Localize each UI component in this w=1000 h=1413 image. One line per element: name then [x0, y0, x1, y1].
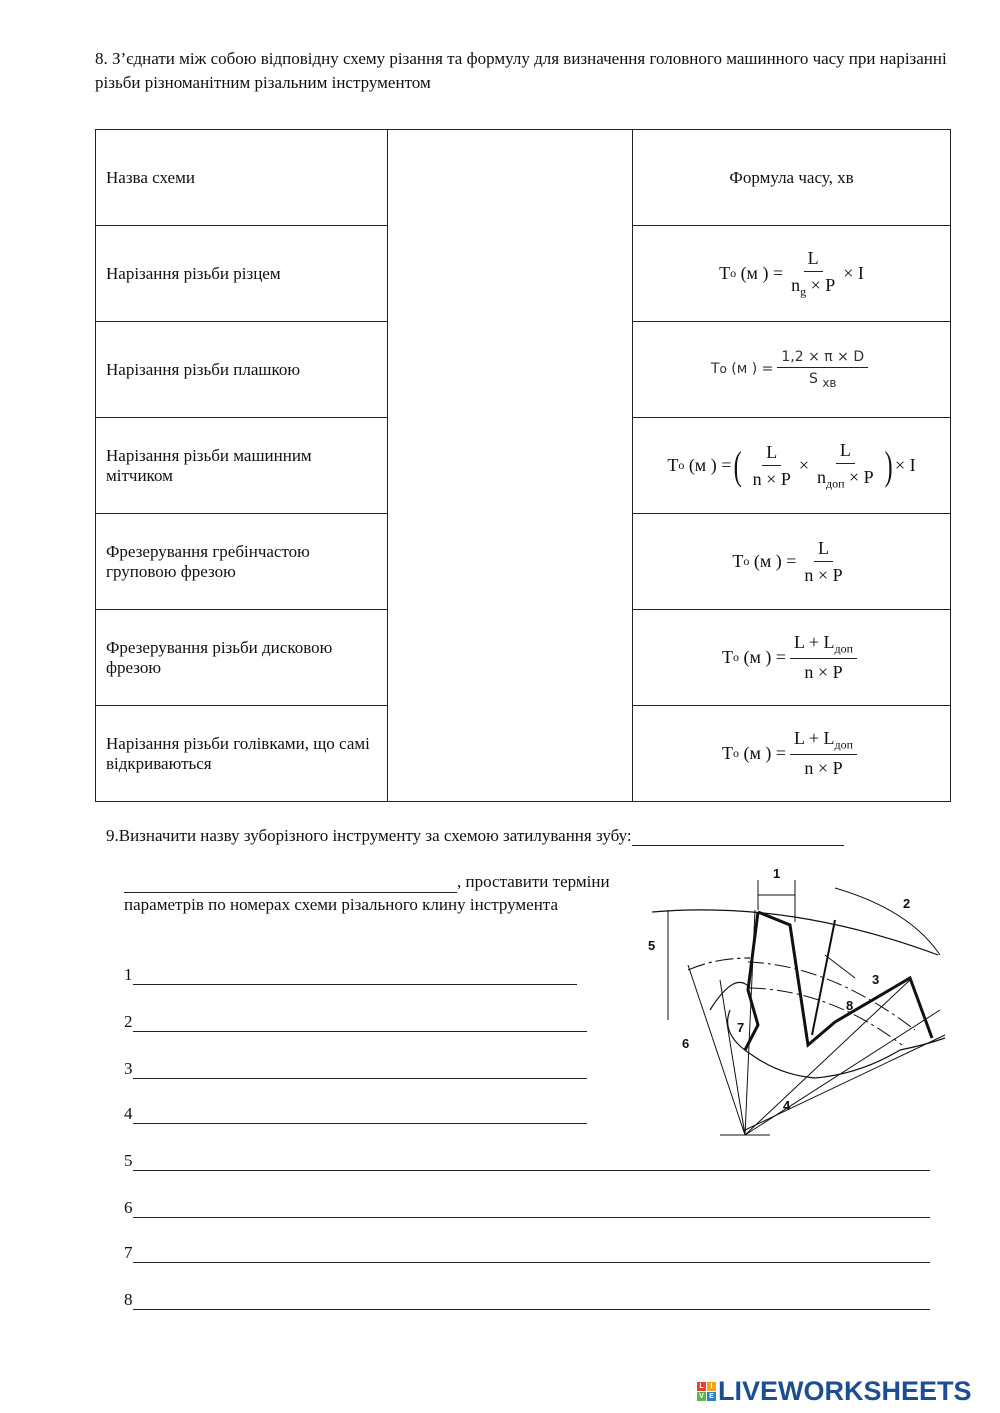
line-number: 6 [124, 1198, 133, 1217]
label-1: 1 [773, 866, 781, 881]
label-4: 4 [783, 1098, 791, 1113]
answer-line-6[interactable] [124, 1198, 930, 1218]
formula-6: T o (м ) = $\frac{L + L_{доп}}{n \times P}$ [722, 728, 861, 780]
dim-3 [825, 955, 855, 978]
matching-table [95, 129, 951, 802]
formula-cell[interactable] [633, 322, 951, 418]
answer-line-8[interactable] [124, 1290, 930, 1310]
logo-mark-v: V [697, 1392, 706, 1401]
line-number: 3 [124, 1059, 133, 1078]
answer-blank[interactable] [133, 1060, 587, 1079]
answer-blank[interactable] [133, 1105, 587, 1124]
line-number: 8 [124, 1290, 133, 1309]
label-8: 8 [846, 998, 854, 1013]
answer-blank[interactable] [133, 1013, 587, 1032]
label-5: 5 [648, 938, 656, 953]
scheme-name-cell[interactable]: Нарізання різьби машинним мітчиком [96, 418, 388, 514]
line-number: 2 [124, 1012, 133, 1031]
liveworksheets-logo [697, 1376, 972, 1407]
question-8-text: 8. З’єднати між собою відповідну схему різання та формулу для визначення головного машинного часу при нарізанні різьби різноманітним різальним інструментом [95, 49, 947, 92]
scheme-name-cell[interactable]: Нарізання різьби плашкою [96, 322, 388, 418]
dim-2 [835, 888, 940, 955]
scheme-name-cell[interactable]: Фрезерування гребінчастою груповою фрезою [96, 514, 388, 610]
logo-text: LIVEWORKSHEETS [718, 1376, 972, 1406]
answer-blank[interactable] [133, 966, 577, 985]
formula-3: T o (м ) = ( $\frac{L}{n \times P}$ × $\frac{L}{n_{доп} \times P}$ ) × I [667, 439, 916, 491]
label-3: 3 [872, 972, 880, 987]
tool-name-blank-cont[interactable] [124, 876, 457, 893]
question-9-continuation [124, 870, 624, 916]
line-number: 4 [124, 1104, 133, 1123]
formula-1: T o (м ) = $\frac{L}{n_g \times P}$ × I [719, 247, 864, 299]
dashdot-arc-1 [748, 962, 915, 1030]
gullet [710, 982, 750, 1010]
question-9-text [106, 826, 844, 846]
dim-4 [745, 1035, 945, 1130]
formula-cell[interactable] [633, 610, 951, 706]
rake-face [812, 920, 835, 1035]
label-2: 2 [903, 896, 911, 911]
answer-blank[interactable] [133, 1244, 930, 1263]
logo-mark-l: L [697, 1382, 706, 1391]
line-number: 1 [124, 965, 133, 984]
table-header-row [96, 130, 951, 226]
line-number: 5 [124, 1151, 133, 1170]
answer-line-7[interactable] [124, 1243, 930, 1263]
answer-line-5[interactable] [124, 1151, 930, 1171]
formula-cell[interactable] [633, 418, 951, 514]
logo-mark-i: I [707, 1382, 716, 1391]
scheme-name-cell[interactable]: Нарізання різьби голівками, що самі відкриваються [96, 706, 388, 802]
formula-cell[interactable] [633, 514, 951, 610]
formula-4: T o (м ) = $\frac{L}{n \times P}$ [732, 537, 843, 585]
logo-mark-icon [697, 1382, 716, 1401]
answer-line-3[interactable] [124, 1059, 587, 1079]
question-9-label: 9.Визначити назву зуборізного інструменту за схемою затилування зубу: [106, 826, 632, 845]
question-9-cont-text: , проставити терміни параметрів по номерах схеми різального клину інструмента [124, 872, 610, 914]
cutting-wedge-diagram [640, 860, 970, 1145]
back-curve [688, 958, 750, 970]
answer-blank[interactable] [133, 1152, 930, 1171]
formula-5: T o (м ) = $\frac{L + L_{доп}}{n \times P}$ [722, 632, 861, 684]
line-number: 7 [124, 1243, 133, 1262]
answer-line-4[interactable] [124, 1104, 587, 1124]
formula-cell[interactable] [633, 226, 951, 322]
header-scheme-name: Назва схеми [96, 130, 388, 226]
tool-name-blank[interactable] [632, 829, 844, 846]
scheme-name-cell[interactable]: Нарізання різьби різцем [96, 226, 388, 322]
scheme-name-cell[interactable]: Фрезерування різьби дисковою фрезою [96, 610, 388, 706]
answer-blank[interactable] [133, 1291, 930, 1310]
answer-line-1[interactable] [124, 965, 577, 985]
formula-cell[interactable] [633, 706, 951, 802]
logo-mark-e: E [707, 1392, 716, 1401]
label-6: 6 [682, 1036, 690, 1051]
formula-2: T o (м ) = $\frac{1,2 \times \pi \times D}{S _{хв}}$ [711, 349, 872, 390]
answer-line-2[interactable] [124, 1012, 587, 1032]
label-7: 7 [737, 1020, 745, 1035]
matching-area[interactable] [388, 130, 633, 802]
header-time-formula: Формула часу, хв [633, 130, 951, 226]
answer-blank[interactable] [133, 1199, 930, 1218]
